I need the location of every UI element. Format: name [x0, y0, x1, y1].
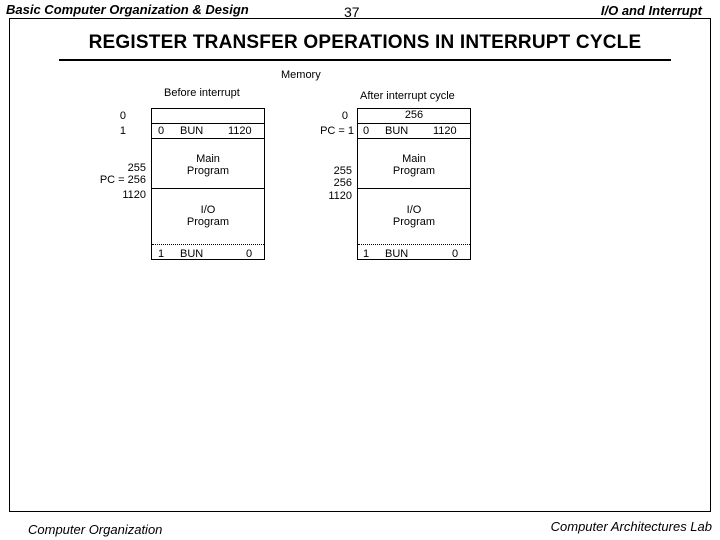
before-row-divider	[152, 188, 264, 189]
page-number: 37	[344, 4, 360, 20]
before-addr-pc: PC = 256	[99, 174, 146, 186]
after-heading: After interrupt cycle	[360, 90, 455, 102]
before-row-divider	[152, 123, 264, 124]
after-io-program-line2: Program	[392, 216, 436, 228]
after-addr-1120: 1120	[328, 190, 352, 202]
before-main-program-line2: Program	[186, 165, 230, 177]
before-dotted-divider	[152, 244, 264, 245]
before-heading: Before interrupt	[164, 87, 240, 99]
after-row-divider	[358, 123, 470, 124]
after-addr-pc: PC = 1	[320, 125, 354, 137]
before-addr-1120: 1120	[122, 189, 146, 201]
after-row0-value: 256	[404, 109, 424, 121]
before-addr-255: 255	[127, 162, 146, 174]
before-last-address: 0	[246, 248, 253, 260]
title-bar	[59, 30, 671, 61]
before-last-opcode: BUN	[180, 248, 204, 260]
after-addr-256: 256	[333, 177, 352, 189]
header-course-title: Basic Computer Organization & Design	[6, 2, 249, 17]
before-addr-1: 1	[119, 125, 126, 137]
before-memory-box	[151, 108, 265, 260]
before-io-program-line1: I/O	[200, 204, 216, 216]
before-main-program-line1: Main	[196, 153, 220, 165]
after-dotted-divider	[358, 244, 470, 245]
after-last-indirect-bit: 1	[363, 248, 370, 260]
after-main-program-line1: Main	[402, 153, 426, 165]
after-memory-box	[357, 108, 471, 260]
after-main-program-line2: Program	[392, 165, 436, 177]
memory-label: Memory	[281, 69, 321, 81]
header-chapter-title: I/O and Interrupt	[600, 3, 702, 18]
after-addr-255: 255	[333, 165, 352, 177]
slide-title: REGISTER TRANSFER OPERATIONS IN INTERRUPT CYCLE	[88, 32, 642, 53]
after-io-program-line1: I/O	[406, 204, 422, 216]
footer-right: Computer Architectures Lab	[550, 519, 712, 534]
before-row1-address: 1120	[228, 125, 252, 137]
before-row-divider	[152, 138, 264, 139]
footer-left: Computer Organization	[28, 522, 163, 537]
after-row-divider	[358, 188, 470, 189]
before-io-program-line2: Program	[186, 216, 230, 228]
before-row1-indirect-bit: 0	[158, 125, 165, 137]
before-row1-opcode: BUN	[180, 125, 204, 137]
after-row1-address: 1120	[433, 125, 457, 137]
after-row-divider	[358, 138, 470, 139]
after-last-address: 0	[452, 248, 459, 260]
before-addr-0: 0	[119, 110, 126, 122]
after-addr-0: 0	[341, 110, 348, 122]
before-last-indirect-bit: 1	[158, 248, 165, 260]
after-row1-opcode: BUN	[385, 125, 409, 137]
after-row1-indirect-bit: 0	[363, 125, 370, 137]
after-last-opcode: BUN	[385, 248, 409, 260]
